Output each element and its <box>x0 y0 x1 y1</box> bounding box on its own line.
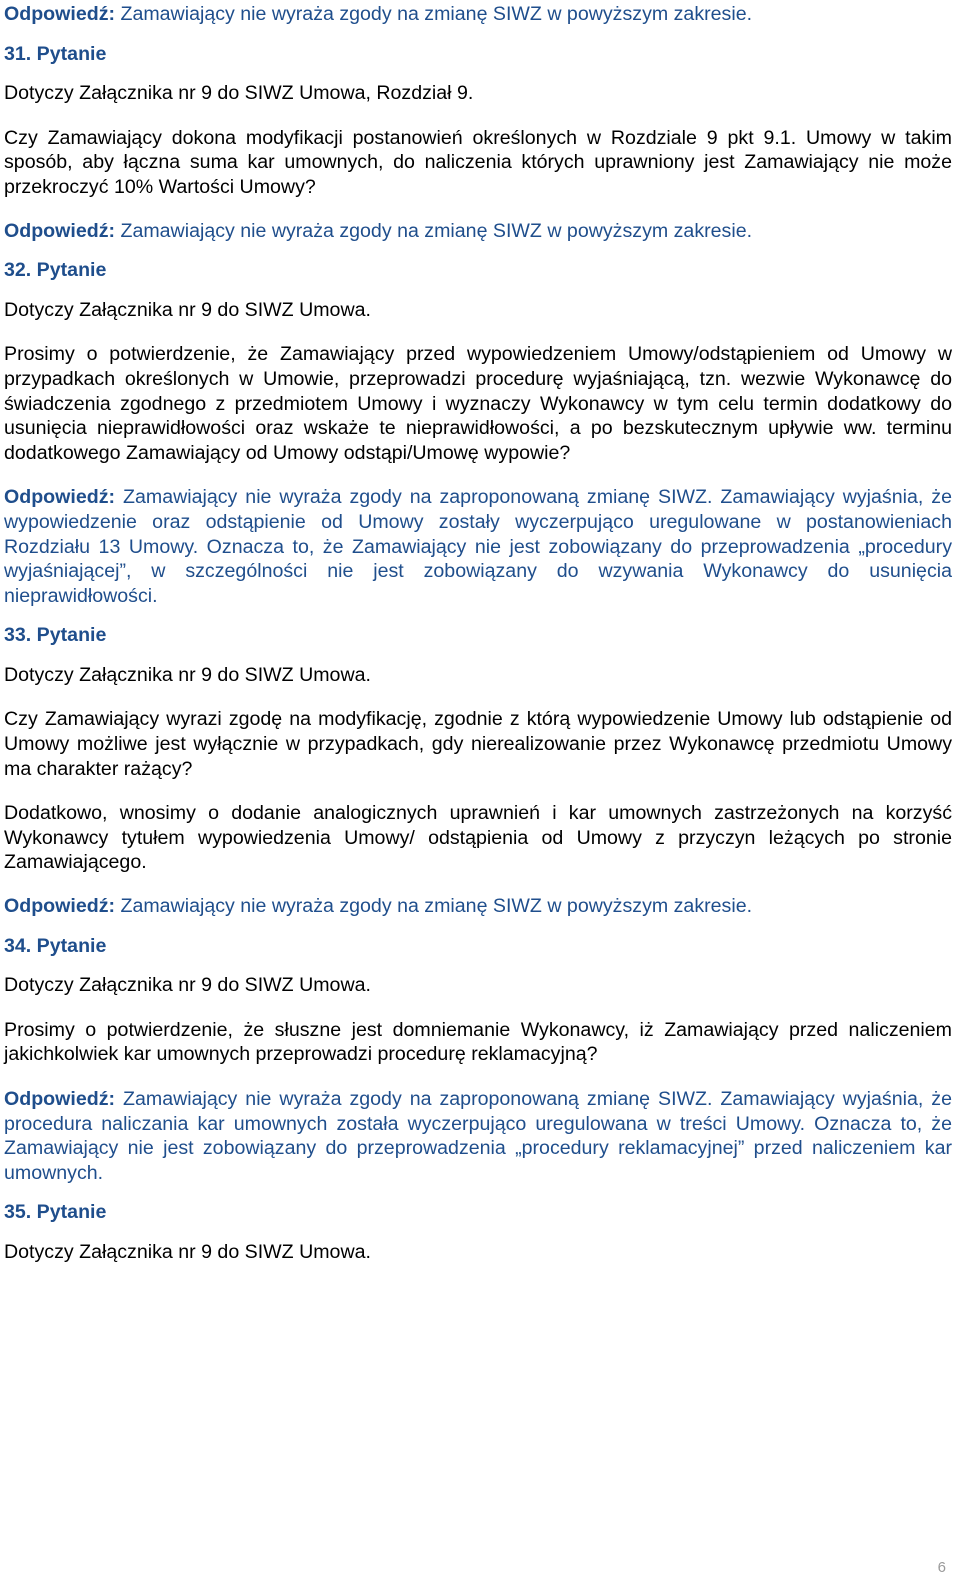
answer-paragraph <box>4 894 952 919</box>
answer-label: Odpowiedź: <box>4 486 116 509</box>
question-reference: Dotyczy Załącznika nr 9 do SIWZ Umowa. <box>4 1240 371 1263</box>
answer-paragraph <box>4 1087 952 1185</box>
question-text: Czy Zamawiający dokona modyfikacji postanowień określonych w Rozdziale 9 pkt 9.1. Umowy w takim sposób, aby łączna suma kar umownych, do naliczenia których uprawniony jest Zamawiający nie może przekroczyć 10% Wartości Umowy? <box>4 126 952 198</box>
question-header-35: 35. Pytanie <box>4 1201 107 1224</box>
question-text: Prosimy o potwierdzenie, że Zamawiający przed wypowiedzeniem Umowy/odstąpieniem od Umowy w przypadkach określonych w Umowie, przeprowadzi procedurę wyjaśniającą, tzn. wezwie Wykonawcę do świadczenia zgodnego z przedmiotem Umowy i wyznaczy Wykonawcy w tym celu termin dodatkowy do usunięcia nieprawidłowości oraz wskaże te nieprawidłowości, a po bezskutecznym upływie ww. terminu dodatkowego Zamawiający od Umowy odstąpi/Umowę wypowie? <box>4 343 952 464</box>
question-text: Dodatkowo, wnosimy o dodanie analogicznych uprawnień i kar umownych zastrzeżonych na korzyść Wykonawcy tytułem wypowiedzenia Umowy/ odstąpienia od Umowy z przyczyn leżących po stronie Zamawiającego. <box>4 802 952 874</box>
question-reference: Dotyczy Załącznika nr 9 do SIWZ Umowa. <box>4 663 371 686</box>
question-text: Prosimy o potwierdzenie, że słuszne jest domniemanie Wykonawcy, iż Zamawiający przed naliczeniem jakichkolwiek kar umownych przeprowadzi procedurę reklamacyjną? <box>4 1018 952 1066</box>
answer-label: Odpowiedź: <box>4 895 116 918</box>
question-header-33: 33. Pytanie <box>4 624 107 647</box>
answer-text: Zamawiający nie wyraża zgody na zmianę SIWZ w powyższym zakresie. <box>115 219 753 242</box>
answer-label: Odpowiedź: <box>4 3 116 25</box>
answer-label: Odpowiedź: <box>4 1088 116 1110</box>
question-header-31: 31. Pytanie <box>4 42 107 65</box>
question-text: Czy Zamawiający wyrazi zgodę na modyfikację, zgodnie z którą wypowiedzenie Umowy lub odstąpienie od Umowy możliwe jest wyłącznie w przypadkach, gdy nierealizowanie przez Wykonawcę przedmiotu Umowy ma charakter rażący? <box>4 708 952 780</box>
page-number: 6 <box>937 1559 946 1576</box>
answer-paragraph <box>4 485 952 608</box>
answer-text: Zamawiający nie wyraża zgody na zmianę SIWZ w powyższym zakresie. <box>115 895 753 918</box>
question-header-32: 32. Pytanie <box>4 259 107 282</box>
question-header-34: 34. Pytanie <box>4 934 107 957</box>
document-content <box>4 2 952 1265</box>
answer-paragraph <box>4 219 952 244</box>
answer-label: Odpowiedź: <box>4 219 116 242</box>
answer-text: Zamawiający nie wyraża zgody na zaproponowaną zmianę SIWZ. Zamawiający wyjaśnia, że wypowiedzenie oraz odstąpienie od Umowy zostały wyczerpująco uregulowane w postanowieniach Rozdziału 13 Umowy. Oznacza to, że Zamawiający nie jest zobowiązany do przeprowadzenia „procedury wyjaśniającej”, w szczególności nie jest zobowiązany do wzywania Wykonawcy do usunięcia nieprawidłowości. <box>4 486 952 607</box>
question-reference: Dotyczy Załącznika nr 9 do SIWZ Umowa. <box>4 298 371 321</box>
question-reference: Dotyczy Załącznika nr 9 do SIWZ Umowa. <box>4 974 371 997</box>
answer-paragraph <box>4 2 952 27</box>
question-reference: Dotyczy Załącznika nr 9 do SIWZ Umowa, Rozdział 9. <box>4 82 474 105</box>
answer-text: Zamawiający nie wyraża zgody na zmianę SIWZ w powyższym zakresie. <box>115 3 753 25</box>
answer-text: Zamawiający nie wyraża zgody na zaproponowaną zmianę SIWZ. Zamawiający wyjaśnia, że procedura naliczania kar umownych została wyczerpująco uregulowana w treści Umowy. Oznacza to, że Zamawiający nie jest zobowiązany do przeprowadzenia „procedury reklamacyjnej” przed naliczeniem kar umownych. <box>4 1088 952 1184</box>
